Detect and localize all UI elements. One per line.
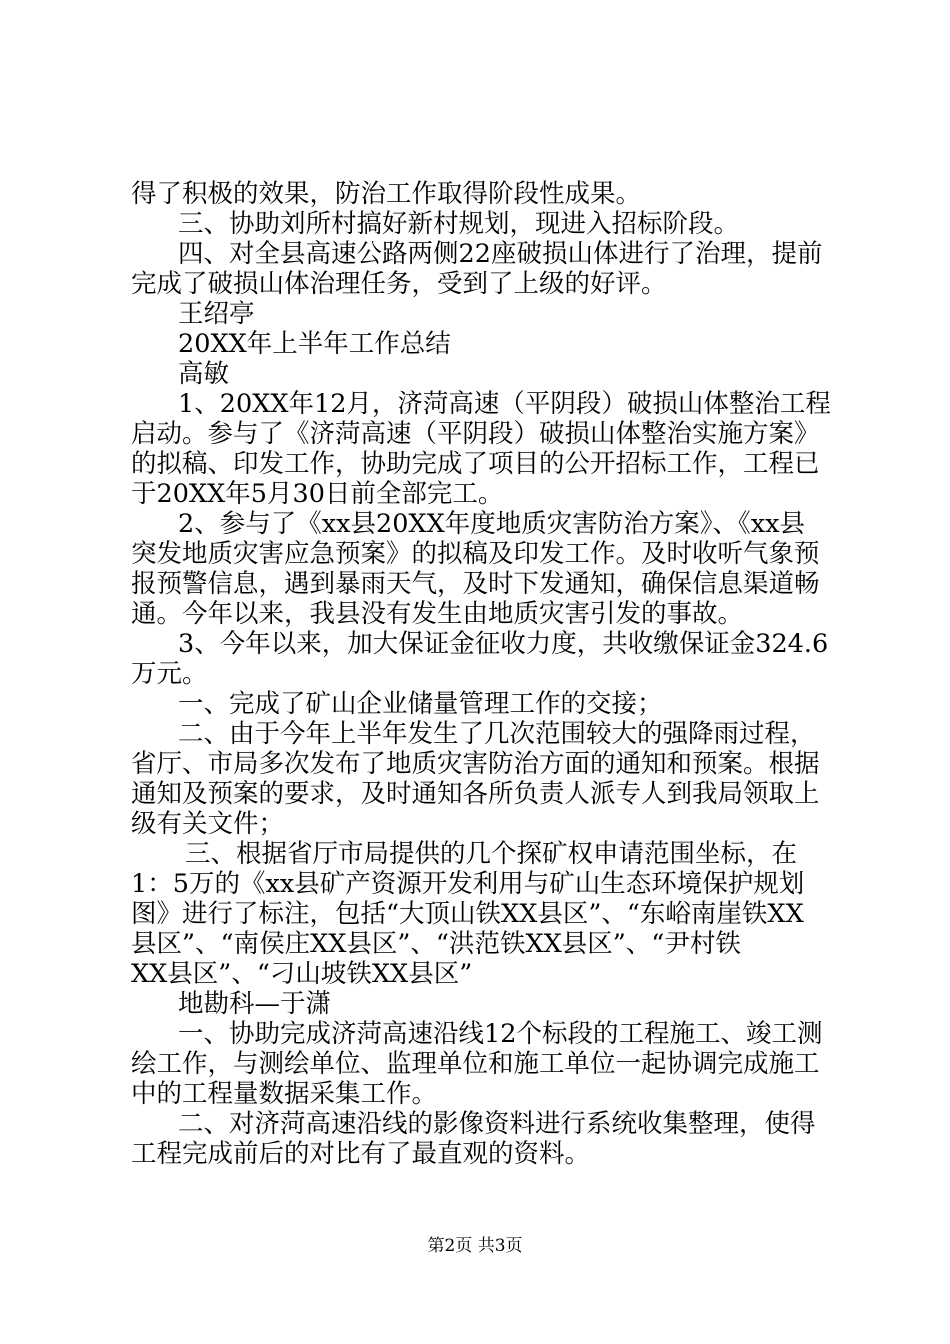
text-line-8: 1、20XX年12月，济菏高速（平阴段）破损山体整治工程 (178, 389, 831, 419)
text-line-17: 万元。 (131, 659, 208, 689)
text-line-3: 四、对全县高速公路两侧22座破损山体进行了治理，提前 (178, 239, 823, 269)
text-line-25: 图》进行了标注，包括“大顶山铁XX县区”、“东峪南崖铁XX (131, 899, 804, 929)
text-line-5: 王绍亭 (178, 299, 255, 329)
text-line-33: 工程完成前后的对比有了最直观的资料。 (131, 1139, 591, 1169)
text-line-30: 绘工作，与测绘单位、监理单位和施工单位一起协调完成施工 (131, 1049, 820, 1079)
text-line-16: 3、今年以来，加大保证金征收力度，共收缴保证金324.6 (178, 629, 829, 659)
text-line-2: 三、协助刘所村搞好新村规划，现进入招标阶段。 (178, 209, 740, 239)
text-line-11: 于20XX年5月30日前全部完工。 (131, 479, 504, 509)
text-line-14: 报预警信息，遇到暴雨天气，及时下发通知，确保信息渠道畅 (131, 569, 820, 599)
text-line-22: 级有关文件； (131, 809, 285, 839)
text-line-6: 20XX年上半年工作总结 (178, 329, 451, 359)
text-line-26: 县区”、“南侯庄XX县区”、“洪范铁XX县区”、“尹村铁 (131, 929, 741, 959)
text-line-31: 中的工程量数据采集工作。 (131, 1079, 438, 1109)
text-line-15: 通。今年以来，我县没有发生由地质灾害引发的事故。 (131, 599, 744, 629)
text-line-29: 一、协助完成济菏高速沿线12个标段的工程施工、竣工测 (178, 1019, 823, 1049)
text-line-13: 突发地质灾害应急预案》的拟稿及印发工作。及时收听气象预 (131, 539, 820, 569)
text-line-24: 1：5万的《xx县矿产资源开发利用与矿山生态环境保护规划 (131, 869, 805, 899)
text-line-28: 地勘科—于潇 (178, 989, 332, 1019)
page-number-footer: 第2页 共3页 (427, 1236, 523, 1256)
text-line-9: 启动。参与了《济菏高速（平阴段）破损山体整治实施方案》 (131, 419, 820, 449)
text-line-23: 三、根据省厅市局提供的几个探矿权申请范围坐标，在 (185, 839, 798, 869)
text-line-12: 2、参与了《xx县20XX年度地质灾害防治方案》、《xx县 (178, 509, 806, 539)
text-line-10: 的拟稿、印发工作，协助完成了项目的公开招标工作，工程已 (131, 449, 820, 479)
text-line-4: 完成了破损山体治理任务，受到了上级的好评。 (131, 269, 667, 299)
text-line-32: 二、对济菏高速沿线的影像资料进行系统收集整理，使得 (178, 1109, 816, 1139)
text-line-18: 一、完成了矿山企业储量管理工作的交接； (178, 689, 663, 719)
text-line-1: 得了积极的效果，防治工作取得阶段性成果。 (131, 179, 642, 209)
text-line-7: 高敏 (178, 359, 230, 389)
text-line-20: 省厅、市局多次发布了地质灾害防治方面的通知和预案。根据 (131, 749, 820, 779)
text-line-19: 二、由于今年上半年发生了几次范围较大的强降雨过程， (178, 719, 816, 749)
text-line-27: XX县区”、“刁山坡铁XX县区” (131, 959, 473, 989)
text-line-21: 通知及预案的要求，及时通知各所负责人派专人到我局领取上 (131, 779, 820, 809)
